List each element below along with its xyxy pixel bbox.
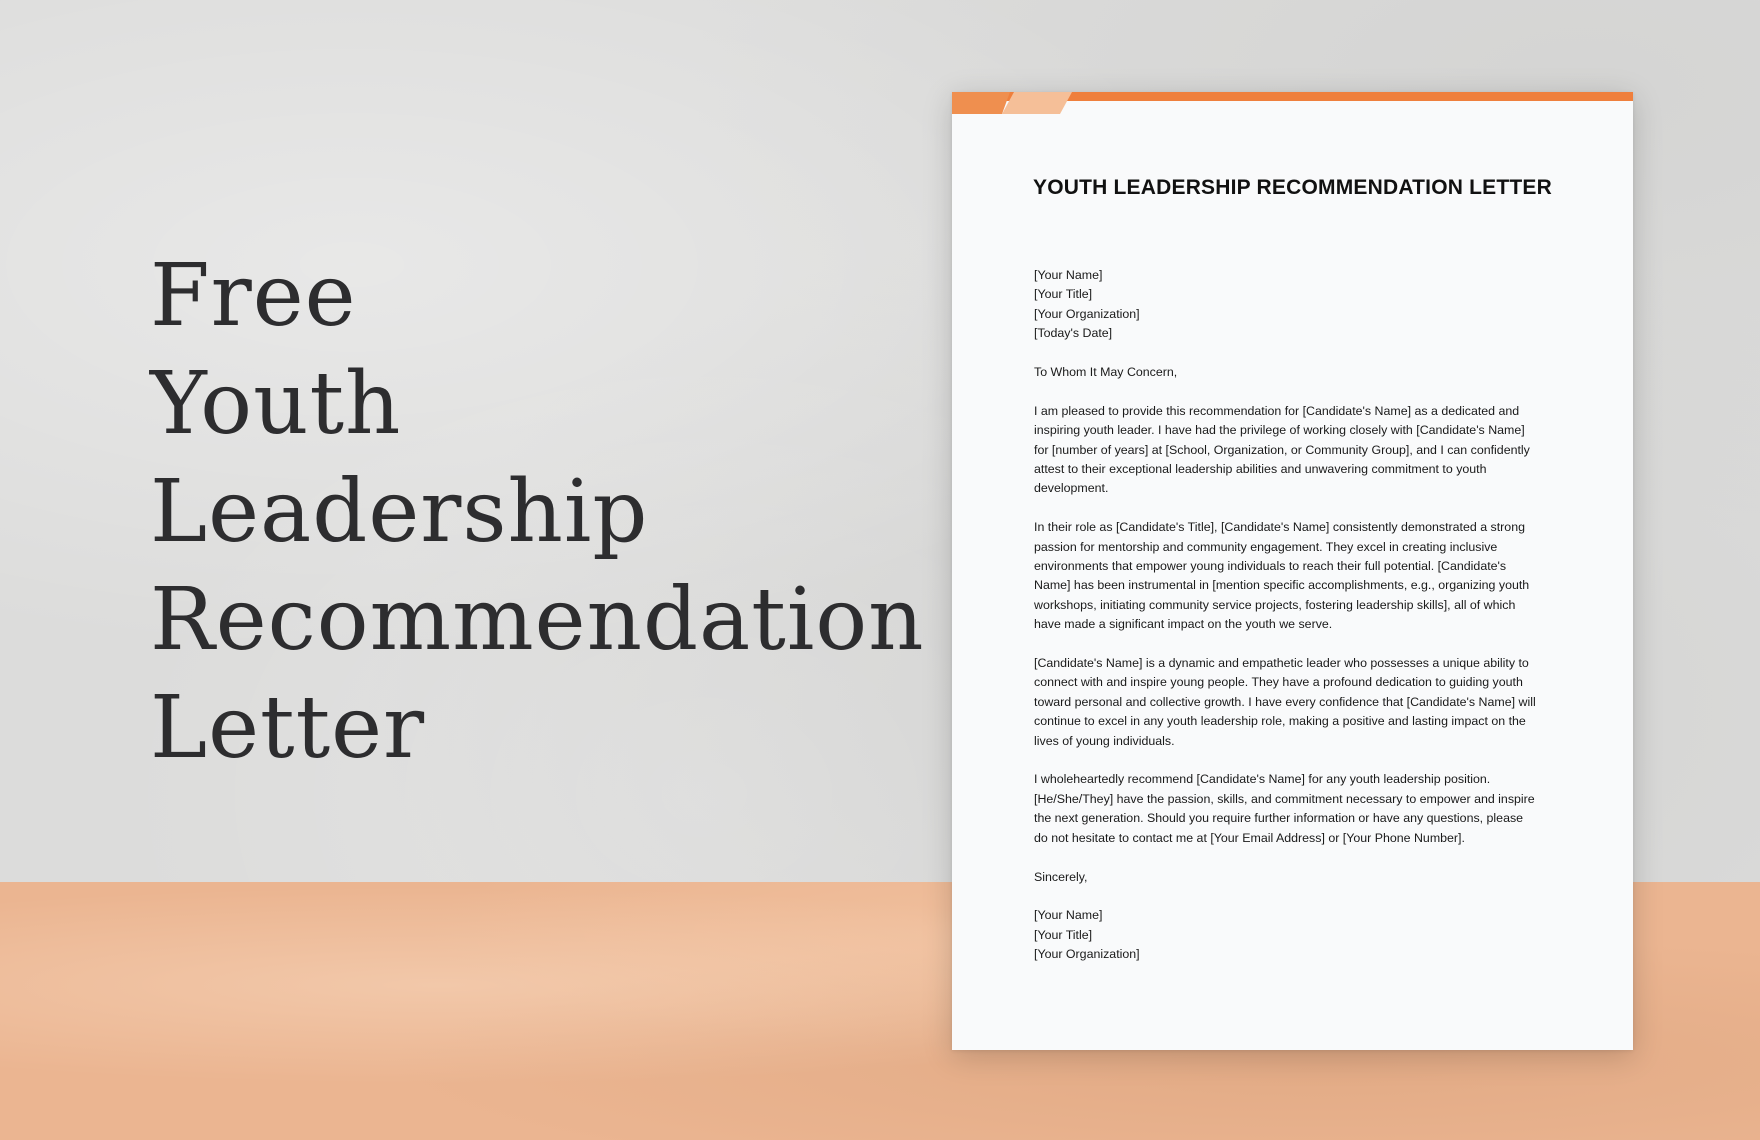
- paragraph-line: environments that empower young individuals to reach their full potential. [Candidate's: [1034, 559, 1507, 574]
- letter-document: [952, 92, 1633, 1050]
- paragraph-line: workshops, initiating community service projects, fostering leadership skills], all of which: [1034, 597, 1516, 612]
- document-body: [1034, 266, 1574, 984]
- hero-title-line: Recommendation: [150, 570, 925, 670]
- accent-tab-light: [1002, 92, 1072, 114]
- signature-line: [Your Name]: [1034, 908, 1103, 923]
- hero-title-line: Youth: [150, 354, 402, 454]
- hero-title-line: Letter: [150, 678, 426, 778]
- paragraph-line: Name] has been instrumental in [mention specific accomplishments, e.g., organizing youth: [1034, 578, 1530, 593]
- paragraph-line: lives of young individuals.: [1034, 733, 1175, 748]
- paragraph-line: passion for mentorship and community engagement. They excel in creating inclusive: [1034, 539, 1498, 554]
- salutation-text: To Whom It May Concern,: [1034, 365, 1178, 380]
- closing: [1034, 868, 1574, 887]
- paragraph-line: I am pleased to provide this recommendation for [Candidate's Name] as a dedicated and: [1034, 403, 1520, 418]
- body-paragraph: [1034, 518, 1574, 634]
- paragraph-line: In their role as [Candidate's Title], [Candidate's Name] consistently demonstrated a strong: [1034, 520, 1525, 535]
- body-paragraph: [1034, 654, 1574, 751]
- body-paragraph: [1034, 402, 1574, 499]
- paragraph-line: the next generation. Should you require further information or have any questions, please: [1034, 811, 1524, 826]
- paragraph-line: continue to excel in any youth leadership role, making a positive and lasting impact on the: [1034, 714, 1526, 729]
- signature-line: [Your Title]: [1034, 927, 1093, 942]
- paragraph-line: I wholeheartedly recommend [Candidate's Name] for any youth leadership position.: [1034, 772, 1491, 787]
- hero-title: [150, 242, 925, 782]
- signature-block: [1034, 906, 1574, 964]
- body-paragraph: [1034, 770, 1574, 848]
- sender-line: [Your Name]: [1034, 268, 1103, 282]
- paragraph-line: inspiring youth leader. I have had the privilege of working closely with [Candidate's Name]: [1034, 423, 1525, 438]
- salutation: [1034, 363, 1574, 382]
- closing-text: Sincerely,: [1034, 869, 1088, 884]
- hero-title-line: Free: [150, 246, 357, 346]
- sender-line: [Your Title]: [1034, 287, 1093, 302]
- accent-tab-dark: [952, 92, 1010, 114]
- paragraph-line: connect with and inspire young people. They have a profound dedication to guiding youth: [1034, 675, 1523, 690]
- sender-line: [Your Organization]: [1034, 306, 1140, 321]
- hero-title-line: Leadership: [150, 462, 649, 562]
- header-accent-bar: [952, 92, 1633, 114]
- sender-block: [1034, 266, 1574, 344]
- sender-line: [Today's Date]: [1034, 326, 1113, 341]
- paragraph-line: for [number of years] at [School, Organization, or Community Group], and I can confidently: [1034, 442, 1530, 457]
- paragraph-line: do not hesitate to contact me at [Your Email Address] or [Your Phone Number].: [1034, 830, 1465, 845]
- signature-line: [Your Organization]: [1034, 947, 1140, 962]
- paragraph-line: attest to their exceptional leadership abilities and unwavering commitment to youth: [1034, 462, 1487, 477]
- paragraph-line: development.: [1034, 481, 1109, 496]
- paragraph-line: toward personal and collective growth. I have every confidence that [Candidate's Name] will: [1034, 694, 1536, 709]
- paragraph-line: have made a significant impact on the youth we serve.: [1034, 617, 1333, 632]
- document-title: YOUTH LEADERSHIP RECOMMENDATION LETTER: [1032, 176, 1552, 199]
- paragraph-line: [He/She/They] have the passion, skills, and commitment necessary to empower and inspire: [1034, 791, 1535, 806]
- paragraph-line: [Candidate's Name] is a dynamic and empathetic leader who possesses a unique ability to: [1034, 656, 1529, 671]
